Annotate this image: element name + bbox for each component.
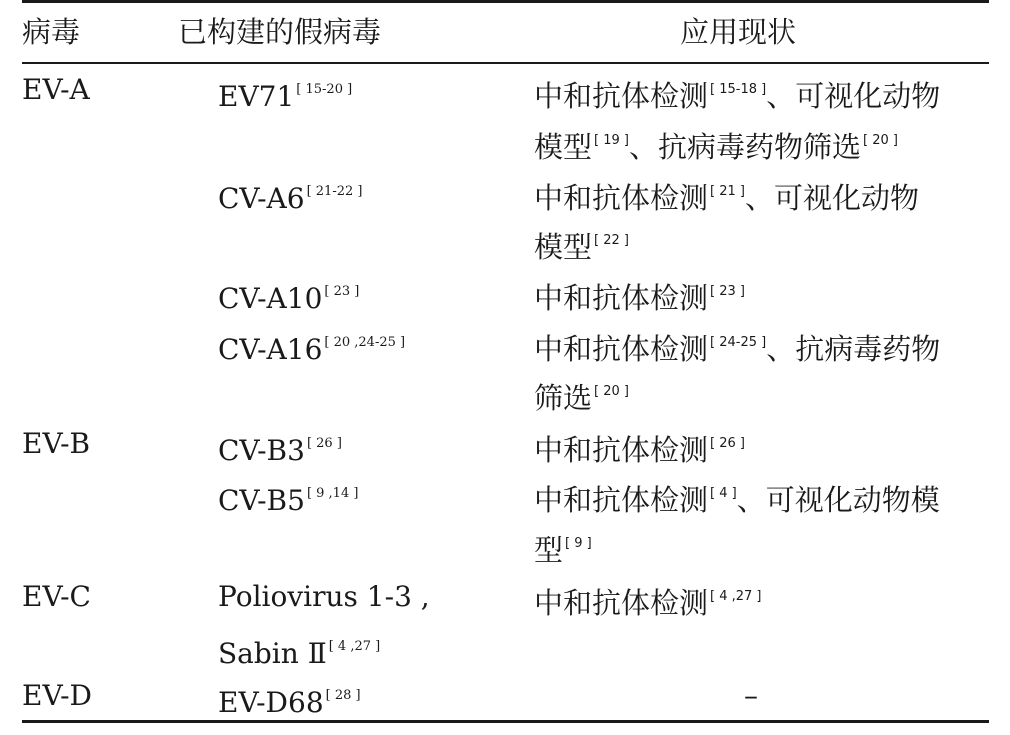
- application-line: 中和抗体检测 [ 15-18 ]、可视化动物: [534, 79, 941, 113]
- citation: [ 15-20 ]: [296, 82, 353, 97]
- virus-cell: EV-A: [22, 73, 90, 106]
- citation: [ 22 ]: [594, 233, 629, 248]
- application-line: 中和抗体检测 [ 4 ]、可视化动物模: [534, 483, 940, 517]
- citation: [ 21-22 ]: [306, 184, 363, 199]
- virus-cell: EV-B: [22, 427, 91, 460]
- pseudovirus-cell: Poliovirus 1-3 ,: [218, 580, 430, 613]
- citation: [ 4 ]: [710, 486, 737, 501]
- citation: [ 21 ]: [710, 184, 745, 199]
- citation: [ 20 ]: [594, 384, 629, 399]
- pseudovirus-cell-cont: Sabin Ⅱ [ 4 ,27 ]: [218, 637, 381, 670]
- citation: [ 20 ,24-25 ]: [324, 335, 406, 350]
- citation: [ 23 ]: [324, 284, 360, 299]
- virus-cell: EV-D: [22, 679, 92, 712]
- application-line: 模型 [ 19 ]、抗病毒药物筛选 [ 20 ]: [534, 130, 898, 164]
- citation: [ 26 ]: [710, 436, 745, 451]
- pseudovirus-cell: CV-A6 [ 21-22 ]: [218, 182, 363, 215]
- table-bottom-rule: [22, 720, 989, 723]
- application-line: 筛选 [ 20 ]: [534, 381, 629, 415]
- citation: [ 24-25 ]: [710, 335, 767, 350]
- application-line: 中和抗体检测 [ 4 ,27 ]: [534, 586, 762, 620]
- citation: [ 26 ]: [306, 436, 342, 451]
- application-line: 中和抗体检测 [ 26 ]: [534, 433, 745, 467]
- citation: [ 23 ]: [710, 284, 745, 299]
- citation: [ 4 ,27 ]: [710, 589, 762, 604]
- application-line: 型 [ 9 ]: [534, 533, 592, 567]
- citation: [ 19 ]: [594, 133, 629, 148]
- header-application: 应用现状: [680, 15, 797, 49]
- application-line: 中和抗体检测 [ 23 ]: [534, 281, 745, 315]
- pseudovirus-cell: EV-D68 [ 28 ]: [218, 686, 361, 719]
- citation: [ 9 ,14 ]: [306, 486, 359, 501]
- pseudovirus-cell: CV-A10 [ 23 ]: [218, 282, 360, 315]
- pseudovirus-cell: CV-A16 [ 20 ,24-25 ]: [218, 333, 406, 366]
- application-line: 中和抗体检测 [ 21 ]、可视化动物: [534, 181, 919, 215]
- header-pseudovirus: 已构建的假病毒: [178, 15, 382, 49]
- citation: [ 28 ]: [325, 688, 361, 703]
- table-top-rule: [22, 0, 989, 3]
- header-virus: 病毒: [22, 15, 81, 49]
- citation: [ 15-18 ]: [710, 82, 767, 97]
- application-line: 模型 [ 22 ]: [534, 230, 629, 264]
- citation: [ 20 ]: [862, 133, 898, 148]
- empty-value-dash: –: [744, 679, 758, 712]
- pseudovirus-cell: CV-B3 [ 26 ]: [218, 434, 342, 467]
- pseudovirus-cell: EV71 [ 15-20 ]: [218, 80, 353, 113]
- citation: [ 4 ,27 ]: [328, 639, 381, 654]
- citation: [ 9 ]: [565, 536, 592, 551]
- virus-cell: EV-C: [22, 580, 91, 613]
- application-line: 中和抗体检测 [ 24-25 ]、抗病毒药物: [534, 332, 941, 366]
- pseudovirus-cell: CV-B5 [ 9 ,14 ]: [218, 484, 359, 517]
